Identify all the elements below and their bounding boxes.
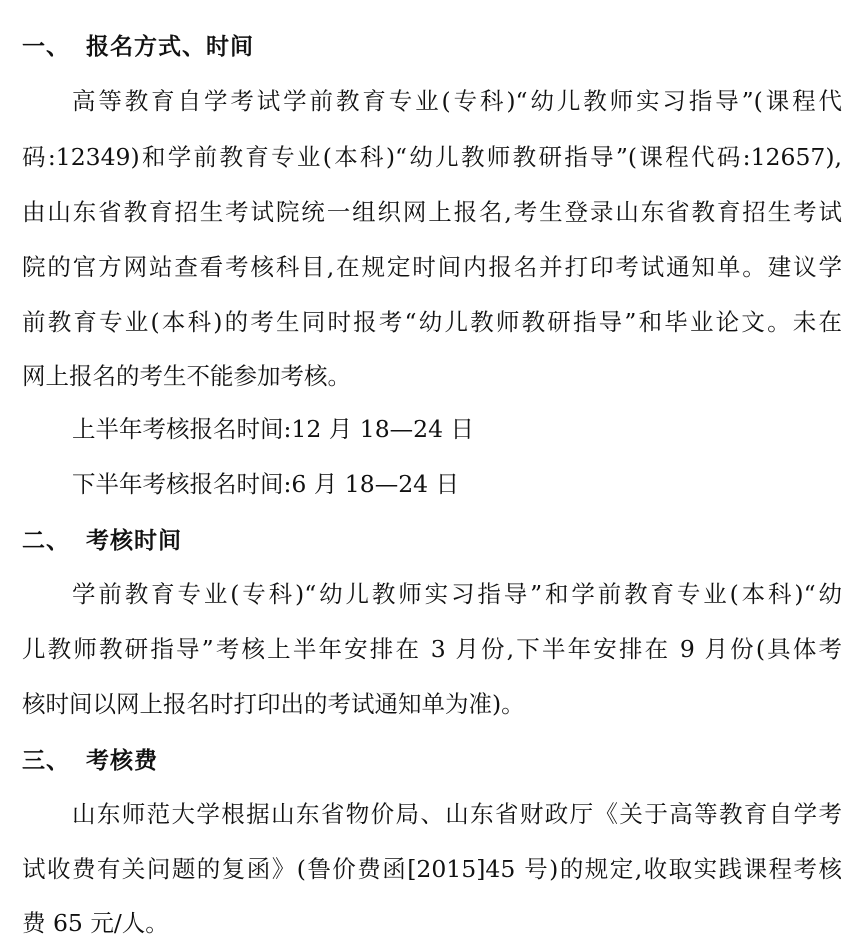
paragraph-line: 高等教育自学考试学前教育专业(专科)“幼儿教师实习指导”(课程代 (72, 87, 842, 115)
paragraph-line: 核时间以网上报名时打印出的考试通知单为准)。 (22, 690, 525, 718)
schedule-line-first-half: 上半年考核报名时间:12 月 18—24 日 (72, 415, 475, 443)
paragraph-line: 前教育专业(本科)的考生同时报考“幼儿教师教研指导”和毕业论文。未在 (22, 308, 842, 336)
schedule-line-second-half: 下半年考核报名时间:6 月 18—24 日 (72, 470, 460, 498)
paragraph-line: 试收费有关问题的复函》(鲁价费函[2015]45 号)的规定,收取实践课程考核 (22, 855, 842, 883)
section-heading-1 (22, 27, 254, 61)
paragraph-line: 由山东省教育招生考试院统一组织网上报名,考生登录山东省教育招生考试 (22, 198, 842, 226)
paragraph-line: 院的官方网站查看考核科目,在规定时间内报名并打印考试通知单。建议学 (22, 253, 842, 281)
paragraph-line: 学前教育专业(专科)“幼儿教师实习指导”和学前教育专业(本科)“幼 (72, 580, 842, 608)
section-heading-3 (22, 741, 158, 775)
paragraph-line: 儿教师教研指导”考核上半年安排在 3 月份,下半年安排在 9 月份(具体考 (22, 635, 842, 663)
paragraph-line: 码:12349)和学前教育专业(本科)“幼儿教师教研指导”(课程代码:12657), (22, 143, 842, 171)
section-number: 二、 (22, 527, 70, 554)
section-number: 一、 (22, 33, 70, 60)
section-number: 三、 (22, 747, 70, 774)
paragraph-line: 网上报名的考生不能参加考核。 (22, 362, 351, 390)
paragraph-line: 山东师范大学根据山东省物价局、山东省财政厅《关于高等教育自学考 (72, 800, 842, 828)
section-heading-2 (22, 521, 182, 555)
section-title: 报名方式、时间 (86, 33, 254, 60)
section-title: 考核时间 (86, 527, 182, 554)
paragraph-line: 费 65 元/人。 (22, 909, 169, 937)
section-title: 考核费 (86, 747, 158, 774)
